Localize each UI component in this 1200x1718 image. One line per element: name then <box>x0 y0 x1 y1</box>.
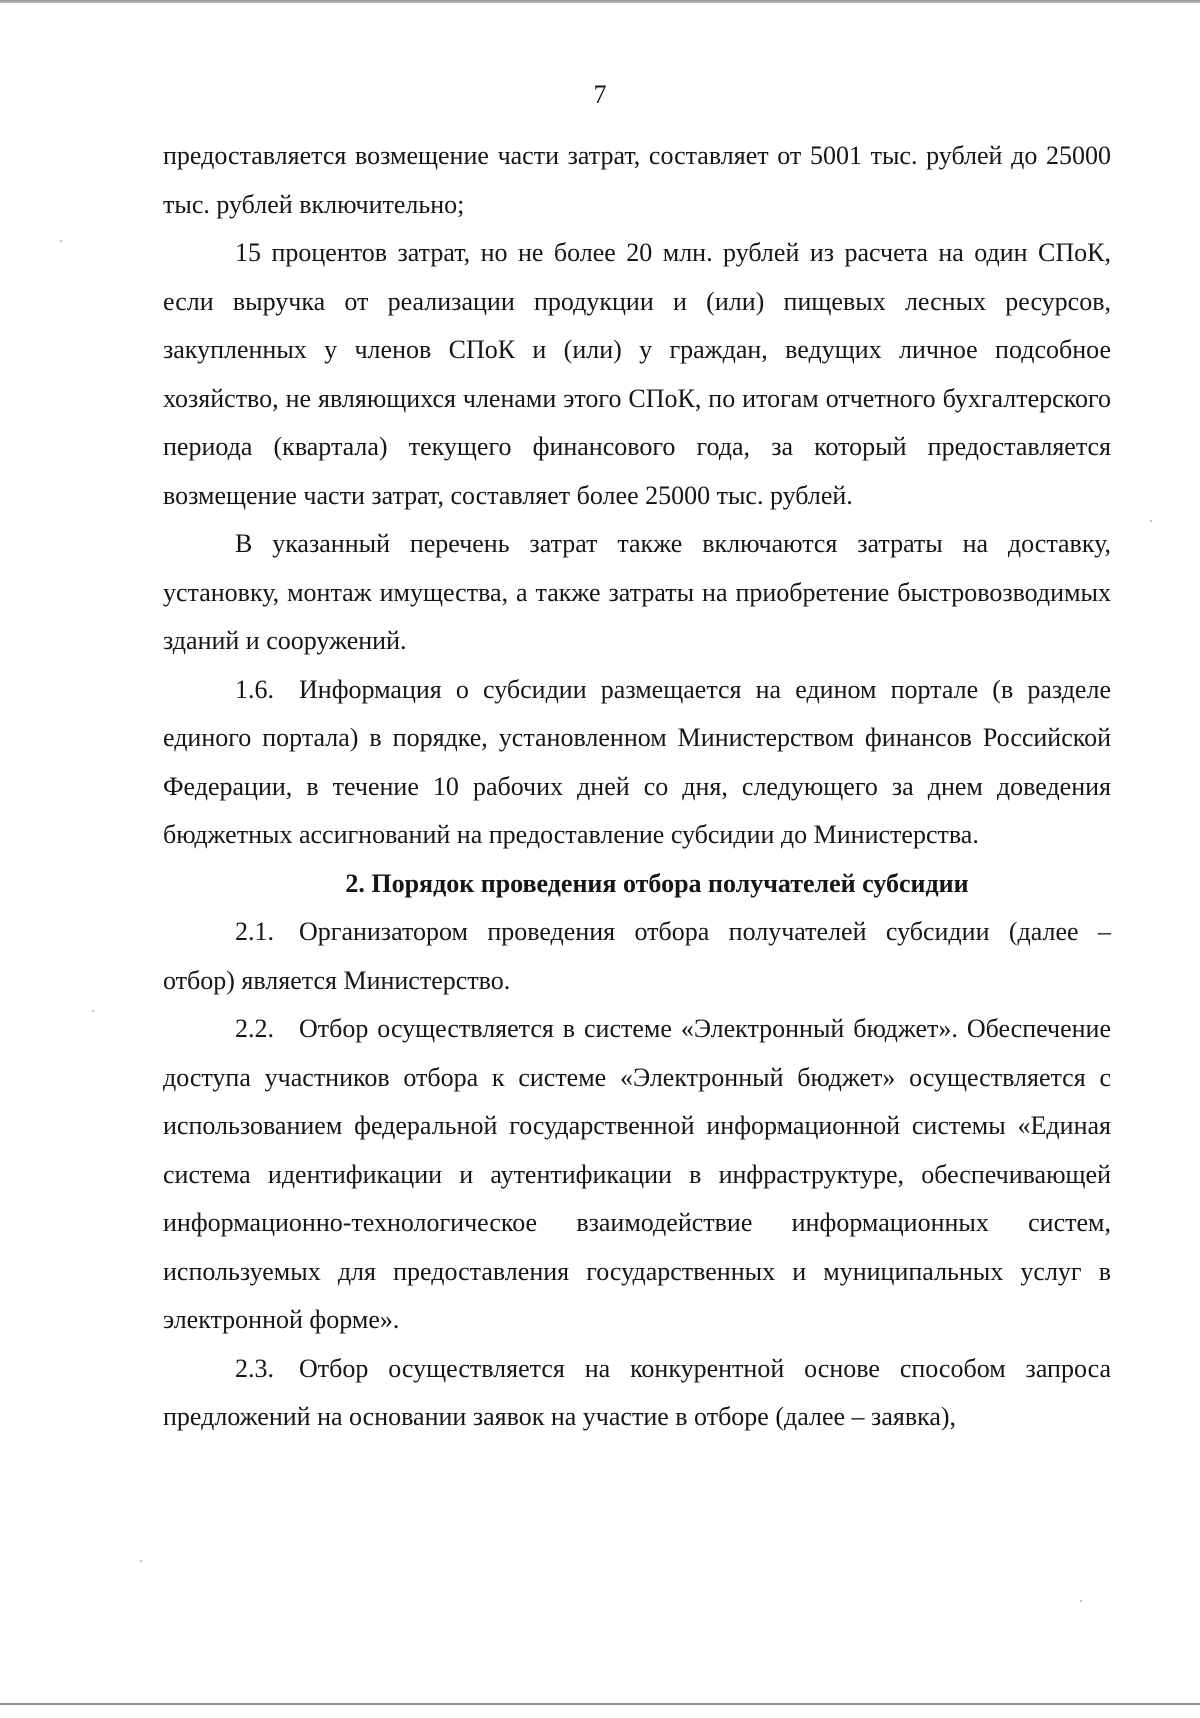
clause-number: 1.6. <box>235 674 274 704</box>
scan-speck <box>1080 1600 1082 1602</box>
section-heading: 2. Порядок проведения отбора получателей субсидии <box>345 868 969 898</box>
paragraph-fifteen-percent: 15 процентов затрат, но не более 20 млн. рублей из расчета на один СПоК, если выручка от реализации продукции и (или) пищевых лесных ресурсов, закупленных у членов СПоК и (или) у граждан, ведущих личное подсобное хозяйство, не являющихся членами этого СПоК, по итогам отчетного бухгалтерского периода (квартала) текущего финансового года, за который предоставляется возмещение части затрат, составляет более 25000 тыс. рублей. <box>163 238 1111 510</box>
clause-2-1 <box>163 908 1111 1005</box>
clause-2-3 <box>163 1345 1111 1442</box>
clause-text: Отбор осуществляется в системе «Электронный бюджет». Обеспечение доступа участников отбора к системе «Электронный бюджет» осуществляется с использованием федеральной государственной информационной системы «Единая система идентификации и аутентификации в инфраструктуре, обеспечивающей информационно-технологическое взаимодействие информационных систем, используемых для предоставления государственных и муниципальных услуг в электронной форме». <box>163 1014 1111 1334</box>
clause-text: Информация о субсидии размещается на едином портале (в разделе единого портала) в порядке, установленном Министерством финансов Российской Федерации, в течение 10 рабочих дней со дня, следующего за днем доведения бюджетных ассигнований на предоставление субсидии до Министерства. <box>163 674 1111 849</box>
clause-number: 2.3. <box>235 1353 274 1383</box>
paragraph-cost-list: В указанный перечень затрат также включаются затраты на доставку, установку, монтаж имущества, а также затраты на приобретение быстровозводимых зданий и сооружений. <box>163 529 1111 655</box>
scan-speck <box>60 240 62 242</box>
clause-text: Отбор осуществляется на конкурентной основе способом запроса предложений на основании заявок на участие в отборе (далее – заявка), <box>163 1353 1111 1431</box>
clause-number: 2.2. <box>235 1014 274 1043</box>
paragraph-continuation: предоставляется возмещение части затрат, составляет от 5001 тыс. рублей до 25000 тыс. рублей включительно; <box>163 141 1111 219</box>
clause-text: Организатором проведения отбора получателей субсидии (далее – отбор) является Министерство. <box>163 917 1111 995</box>
clause-1-6 <box>163 666 1111 860</box>
scan-speck <box>92 1010 94 1012</box>
scan-speck <box>1150 520 1152 522</box>
clause-2-2 <box>163 1005 1111 1345</box>
clause-number: 2.1. <box>235 917 274 946</box>
document-body <box>163 132 1111 1442</box>
scan-top-edge <box>0 0 1200 3</box>
scan-speck <box>140 1560 142 1562</box>
page-number: 7 <box>593 80 607 109</box>
scan-bottom-edge <box>0 1703 1200 1705</box>
